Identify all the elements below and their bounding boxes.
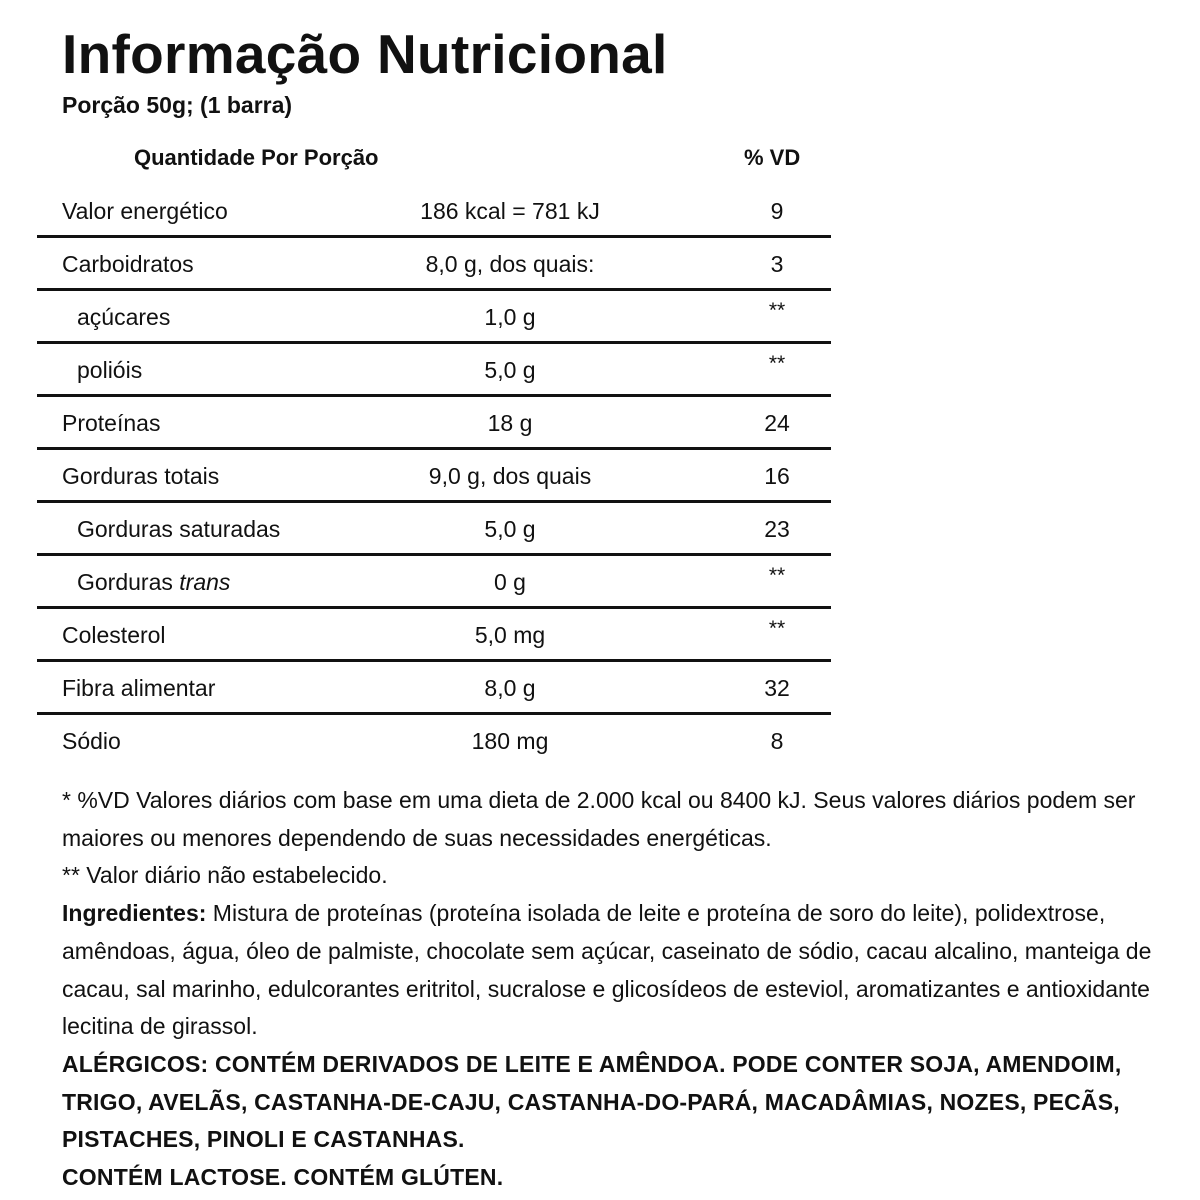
- header-quantity: Quantidade Por Porção: [134, 145, 379, 170]
- nutrient-amount: 5,0 mg: [474, 622, 546, 648]
- nutrient-vd: 32: [764, 675, 790, 701]
- table-row-polyols: [37, 344, 831, 397]
- ingredients-text: Mistura de proteínas (proteína isolada de leite e proteína de soro do leite), polidextrose, amêndoas, água, óleo de palmiste, chocolate sem açúcar, caseinato de sódio, cacau alcalino, manteiga de cacau, sal marinho, edulcorantes eritritol, sucralose e glicosídeos de esteviol, aromatizantes e antioxidante lecitina de girassol.: [62, 900, 1152, 1040]
- ingredients-label: Ingredientes:: [62, 900, 207, 927]
- notes-section: [62, 782, 1182, 1197]
- nutrient-name: açúcares: [77, 304, 171, 330]
- nutrient-vd: **: [768, 617, 786, 640]
- nutrient-name: Carboidratos: [62, 251, 194, 277]
- nutrient-vd: **: [768, 352, 786, 375]
- nutrient-amount: 5,0 g: [484, 516, 536, 542]
- footnote-not-established: ** Valor diário não estabelecido.: [62, 862, 388, 889]
- nutrient-vd: 9: [770, 198, 784, 224]
- nutrient-name: Colesterol: [62, 622, 166, 648]
- nutrient-amount: 0 g: [494, 569, 526, 595]
- nutrient-name: Gorduras saturadas: [77, 516, 281, 542]
- nutrient-vd: 3: [770, 251, 784, 277]
- table-row-saturated-fat: [37, 503, 831, 556]
- table-row-trans-fat: [37, 556, 831, 609]
- nutrient-name-prefix: Gorduras: [77, 569, 180, 595]
- table-row-total-fat: [37, 450, 831, 503]
- nutrient-vd: 24: [764, 410, 790, 436]
- nutrient-name: Fibra alimentar: [62, 675, 216, 701]
- portion-size: Porção 50g; (1 barra): [62, 92, 293, 118]
- nutrition-table: [37, 185, 831, 768]
- nutrient-name: Valor energético: [62, 198, 228, 224]
- nutrient-amount: 5,0 g: [484, 357, 536, 383]
- nutrient-amount: 9,0 g, dos quais: [428, 463, 592, 489]
- nutrient-name: Sódio: [62, 728, 121, 754]
- table-row-cholesterol: [37, 609, 831, 662]
- nutrient-amount: 180 mg: [471, 728, 549, 754]
- table-row-sugars: [37, 291, 831, 344]
- nutrient-name: polióis: [77, 357, 143, 383]
- nutrient-amount: 1,0 g: [484, 304, 536, 330]
- table-row-carbohydrates: [37, 238, 831, 291]
- table-row-proteins: [37, 397, 831, 450]
- nutrient-amount: 18 g: [487, 410, 533, 436]
- ingredients: [62, 895, 1182, 1046]
- table-row-sodium: [37, 715, 831, 768]
- nutrient-vd: 8: [770, 728, 784, 754]
- nutrient-amount: 186 kcal = 781 kJ: [420, 198, 600, 224]
- nutrient-name: Gorduras totais: [62, 463, 220, 489]
- nutrient-name: [77, 569, 230, 596]
- table-row-fiber: [37, 662, 831, 715]
- nutrient-amount: 8,0 g, dos quais:: [425, 251, 595, 277]
- allergens-warning: ALÉRGICOS: CONTÉM DERIVADOS DE LEITE E AMÊNDOA. PODE CONTER SOJA, AMENDOIM, TRIGO, AVELÃS, CASTANHA-DE-CAJU, CASTANHA-DO-PARÁ, MACADÂMIAS, NOZES, PECÃS, PISTACHES, PINOLI E CASTANHAS.: [62, 1050, 1122, 1153]
- nutrient-vd: **: [768, 299, 786, 322]
- header-vd: % VD: [744, 145, 801, 170]
- table-row-energy: [37, 185, 831, 238]
- nutrient-vd: **: [768, 564, 786, 587]
- nutrient-name-italic: trans: [179, 569, 231, 595]
- nutrient-amount: 8,0 g: [484, 675, 536, 701]
- nutrient-name: Proteínas: [62, 410, 161, 436]
- nutrient-vd: 16: [764, 463, 790, 489]
- footnote-daily-values: * %VD Valores diários com base em uma dieta de 2.000 kcal ou 8400 kJ. Seus valores diários podem ser maiores ou menores dependendo de suas necessidades energéticas.: [62, 787, 1136, 851]
- nutrient-vd: 23: [764, 516, 790, 542]
- label-title: Informação Nutricional: [62, 23, 668, 85]
- lactose-gluten-warning: CONTÉM LACTOSE. CONTÉM GLÚTEN.: [62, 1164, 504, 1191]
